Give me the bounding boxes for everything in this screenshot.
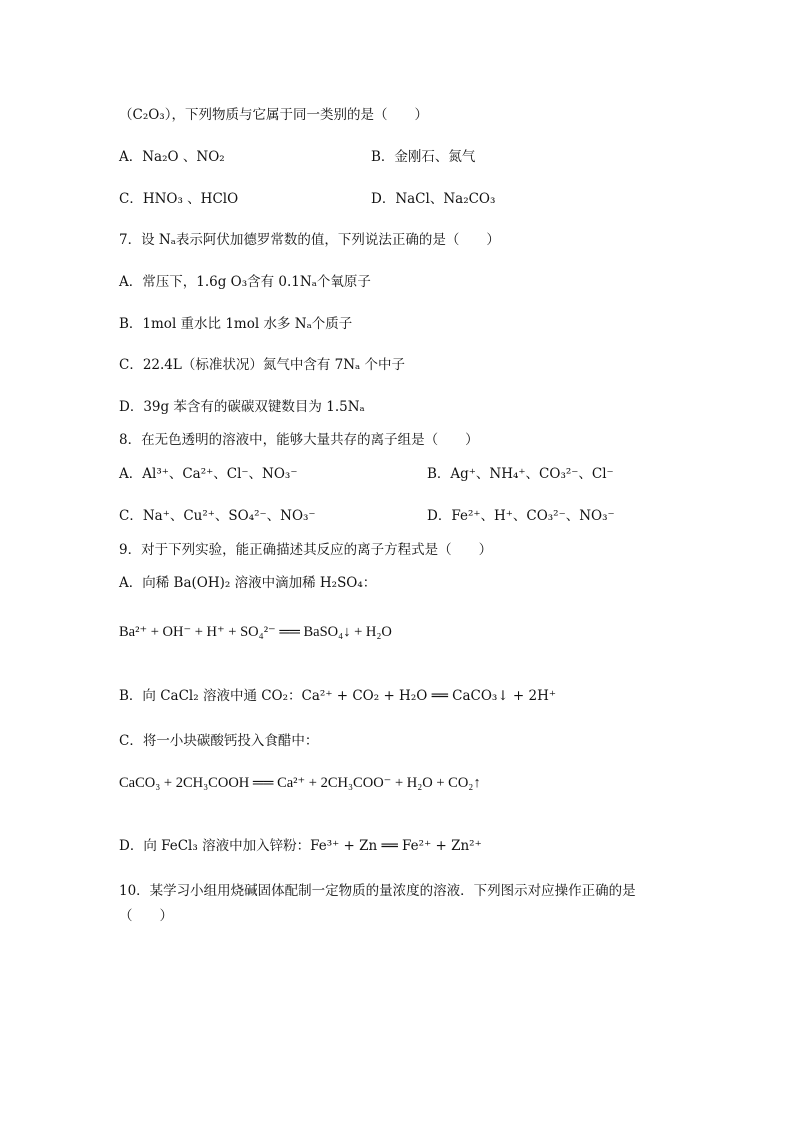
q8-option-a: A．Al³⁺、Ca²⁺、Cl⁻、NO₃⁻ bbox=[119, 466, 298, 482]
q9-option-d: D．向 FeCl₃ 溶液中加入锌粉：Fe³⁺ + Zn ══ Fe²⁺ + Zn²⁺ bbox=[119, 838, 482, 854]
q9-option-b: B．向 CaCl₂ 溶液中通 CO₂：Ca²⁺ + CO₂ + H₂O ══ CaCO₃↓ + 2H⁺ bbox=[119, 688, 557, 704]
q8-option-d: D．Fe²⁺、H⁺、CO₃²⁻、NO₃⁻ bbox=[427, 508, 615, 524]
question-10-stem: 10．某学习小组用烧碱固体配制一定物质的量浓度的溶液．下列图示对应操作正确的是 bbox=[119, 883, 636, 899]
q9-option-a-equation: Ba²⁺ + OH⁻ + H⁺ + SO₄²⁻ ══ BaSO₄↓ + H₂O bbox=[119, 624, 392, 640]
q9-option-c: C．将一小块碳酸钙投入食醋中： bbox=[119, 733, 319, 749]
q6-option-a: A．Na₂O 、NO₂ bbox=[119, 149, 225, 165]
q7-option-d: D．39g 苯含有的碳碳双键数目为 1.5Nₐ bbox=[119, 399, 365, 415]
question-10-answer-blank: （ ） bbox=[119, 908, 173, 924]
q9-option-c-equation: CaCO₃ + 2CH₃COOH ══ Ca²⁺ + 2CH₃COO⁻ + H₂O + CO₂↑ bbox=[119, 775, 481, 791]
q8-option-c: C．Na⁺、Cu²⁺、SO₄²⁻、NO₃⁻ bbox=[119, 508, 316, 524]
q7-option-c: C．22.4L（标准状况）氮气中含有 7Nₐ 个中子 bbox=[119, 357, 406, 373]
question-9-stem: 9．对于下列实验，能正确描述其反应的离子方程式是（ ） bbox=[119, 542, 493, 558]
question-8-stem: 8．在无色透明的溶液中，能够大量共存的离子组是（ ） bbox=[119, 432, 479, 448]
q7-option-a: A．常压下，1.6g O₃含有 0.1Nₐ个氧原子 bbox=[119, 274, 371, 290]
q6-option-b: B．金刚石、氮气 bbox=[371, 149, 476, 165]
q6-option-c: C．HNO₃ 、HClO bbox=[119, 191, 239, 207]
q6-option-d: D．NaCl、Na₂CO₃ bbox=[371, 191, 496, 207]
question-7-stem: 7．设 Nₐ表示阿伏加德罗常数的值，下列说法正确的是（ ） bbox=[119, 232, 500, 248]
q9-option-a: A．向稀 Ba(OH)₂ 溶液中滴加稀 H₂SO₄： bbox=[119, 575, 377, 591]
q7-option-b: B．1mol 重水比 1mol 水多 Nₐ个质子 bbox=[119, 316, 353, 332]
question-6-stem-tail: （C₂O₃），下列物质与它属于同一类别的是（ ） bbox=[119, 107, 428, 123]
q8-option-b: B．Ag⁺、NH₄⁺、CO₃²⁻、Cl⁻ bbox=[427, 466, 614, 482]
